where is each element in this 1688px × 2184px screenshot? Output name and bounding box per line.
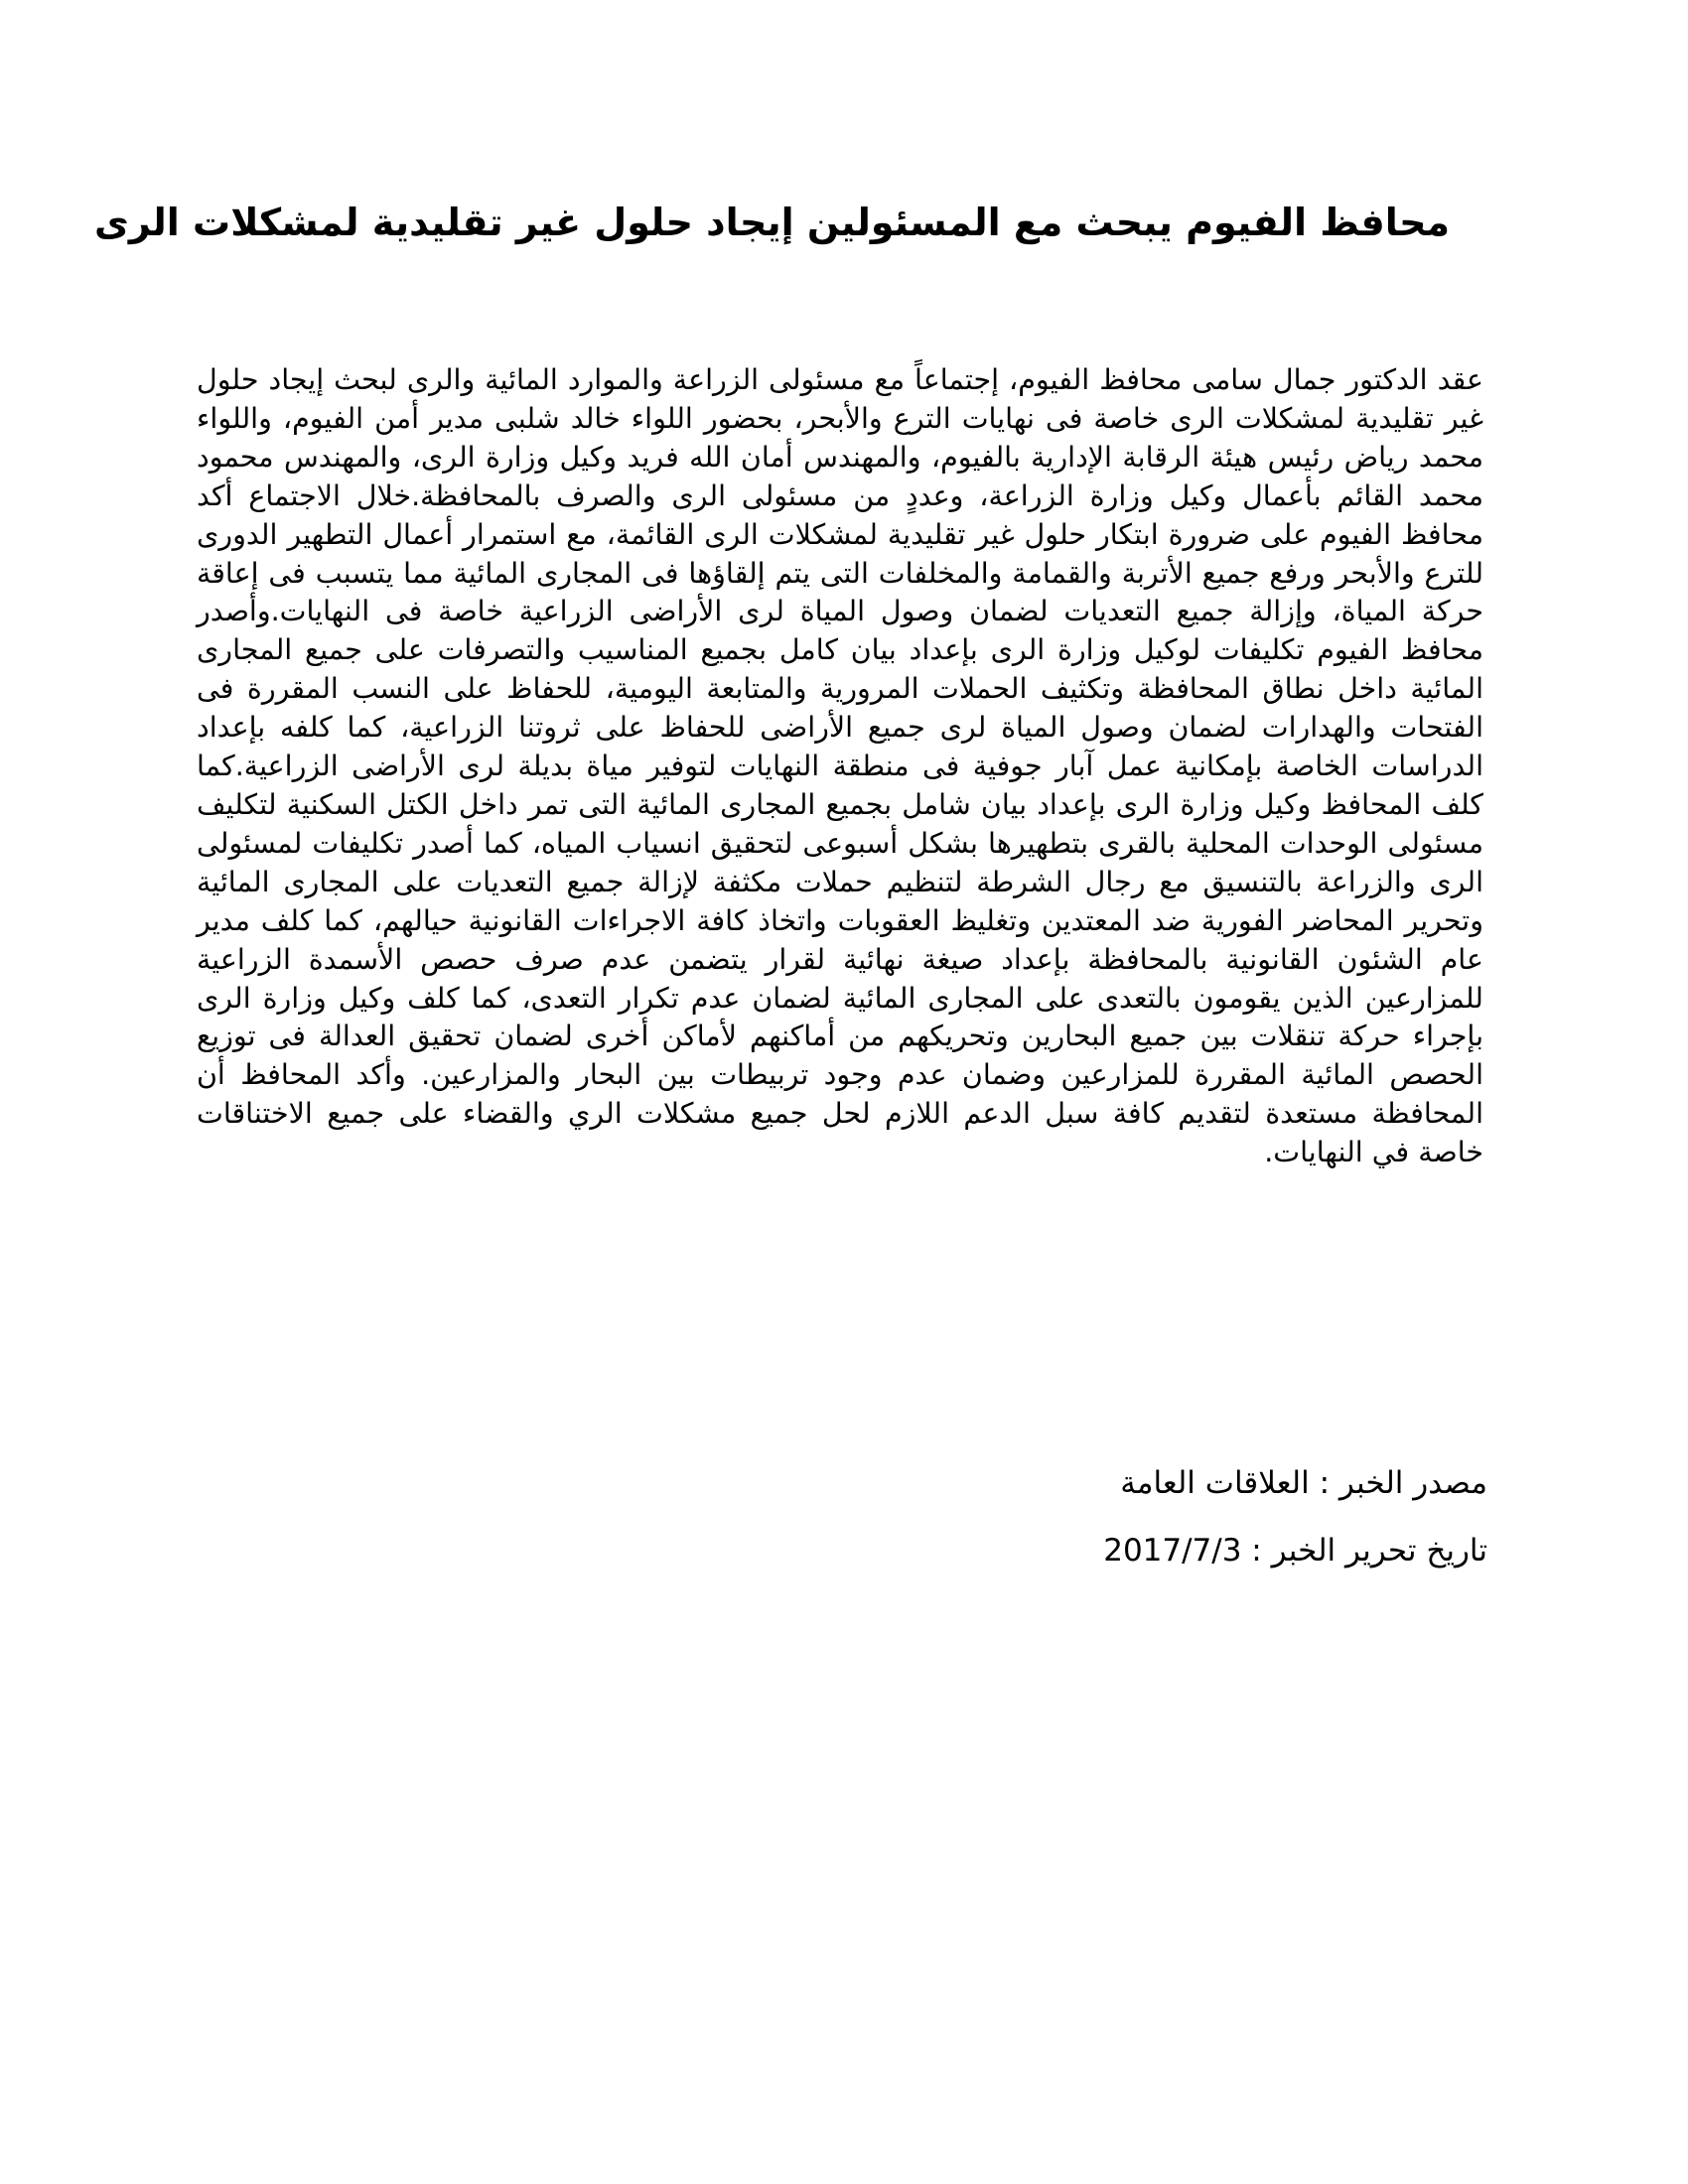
news-source-line — [1120, 1461, 1487, 1505]
news-date-value: 2017/7/3 — [1103, 1533, 1242, 1569]
news-date-line — [1103, 1529, 1487, 1572]
news-source-label: مصدر الخبر : — [1309, 1465, 1487, 1501]
news-body: عقد الدكتور جمال سامى محافظ الفيوم، إجتماعاً مع مسئولى الزراعة والموارد المائية والرى لبحث إيجاد حلول غير تقليدية لمشكلات الرى خاصة فى نهايات الترع والأبحر، بحضور اللواء خالد شلبى مدير أمن الفيوم، واللواء محمد رياض رئيس هيئة الرقابة الإدارية بالفيوم، والمهندس أمان الله فريد وكيل وزارة الرى، والمهندس محمود محمد القائم بأعمال وكيل وزارة الزراعة، وعددٍ من مسئولى الرى والصرف بالمحافظة.خلال الاجتماع أكد محافظ الفيوم على ضرورة ابتكار حلول غير تقليدية لمشكلات الرى القائمة، مع استمرار أعمال التطهير الدورى للترع والأبحر ورفع جميع الأتربة والقمامة والمخلفات التى يتم إلقاؤها فى المجارى المائية مما يتسبب فى إعاقة حركة المياة، وإزالة جميع التعديات لضمان وصول المياة لرى الأراضى الزراعية خاصة فى النهايات.وأصدر محافظ الفيوم تكليفات لوكيل وزارة الرى بإعداد بيان كامل بجميع المناسيب والتصرفات على جميع المجارى المائية داخل نطاق المحافظة وتكثيف الحملات المرورية والمتابعة اليومية، للحفاظ على النسب المقررة فى الفتحات والهدارات لضمان وصول المياة لرى جميع الأراضى للحفاظ على ثروتنا الزراعية، كما كلفه بإعداد الدراسات الخاصة بإمكانية عمل آبار جوفية فى منطقة النهايات لتوفير مياة بديلة لرى الأراضى الزراعية.كما كلف المحافظ وكيل وزارة الرى بإعداد بيان شامل بجميع المجارى المائية التى تمر داخل الكتل السكنية لتكليف مسئولى الوحدات المحلية بالقرى بتطهيرها بشكل أسبوعى لتحقيق انسياب المياه، كما أصدر تكليفات لمسئولى الرى والزراعة بالتنسيق مع رجال الشرطة لتنظيم حملات مكثفة لإزالة جميع التعديات على المجارى المائية وتحرير المحاضر الفورية ضد المعتدين وتغليظ العقوبات واتخاذ كافة الاجراءات القانونية حيالهم، كما كلف مدير عام الشئون القانونية بالمحافظة بإعداد صيغة نهائية لقرار يتضمن عدم صرف حصص الأسمدة الزراعية للمزارعين الذين يقومون بالتعدى على المجارى المائية لضمان عدم تكرار التعدى، كما كلف وكيل وزارة الرى بإجراء حركة تنقلات بين جميع البحارين وتحريكهم من أماكنهم لأماكن أخرى لضمان تحقيق العدالة فى توزيع الحصص المائية المقررة للمزارعين وضمان عدم وجود تربيطات بين البحار والمزارعين. وأكد المحافظ أن المحافظة مستعدة لتقديم كافة سبل الدعم اللازم لحل جميع مشكلات الري والقضاء على جميع الاختناقات خاصة في النهايات. — [197, 363, 1483, 1169]
news-title: محافظ الفيوم يبحث مع المسئولين إيجاد حلول غير تقليدية لمشكلات الرى — [94, 201, 1450, 244]
news-date-label: تاريخ تحرير الخبر : — [1241, 1533, 1487, 1569]
news-source-value: العلاقات العامة — [1120, 1465, 1310, 1501]
